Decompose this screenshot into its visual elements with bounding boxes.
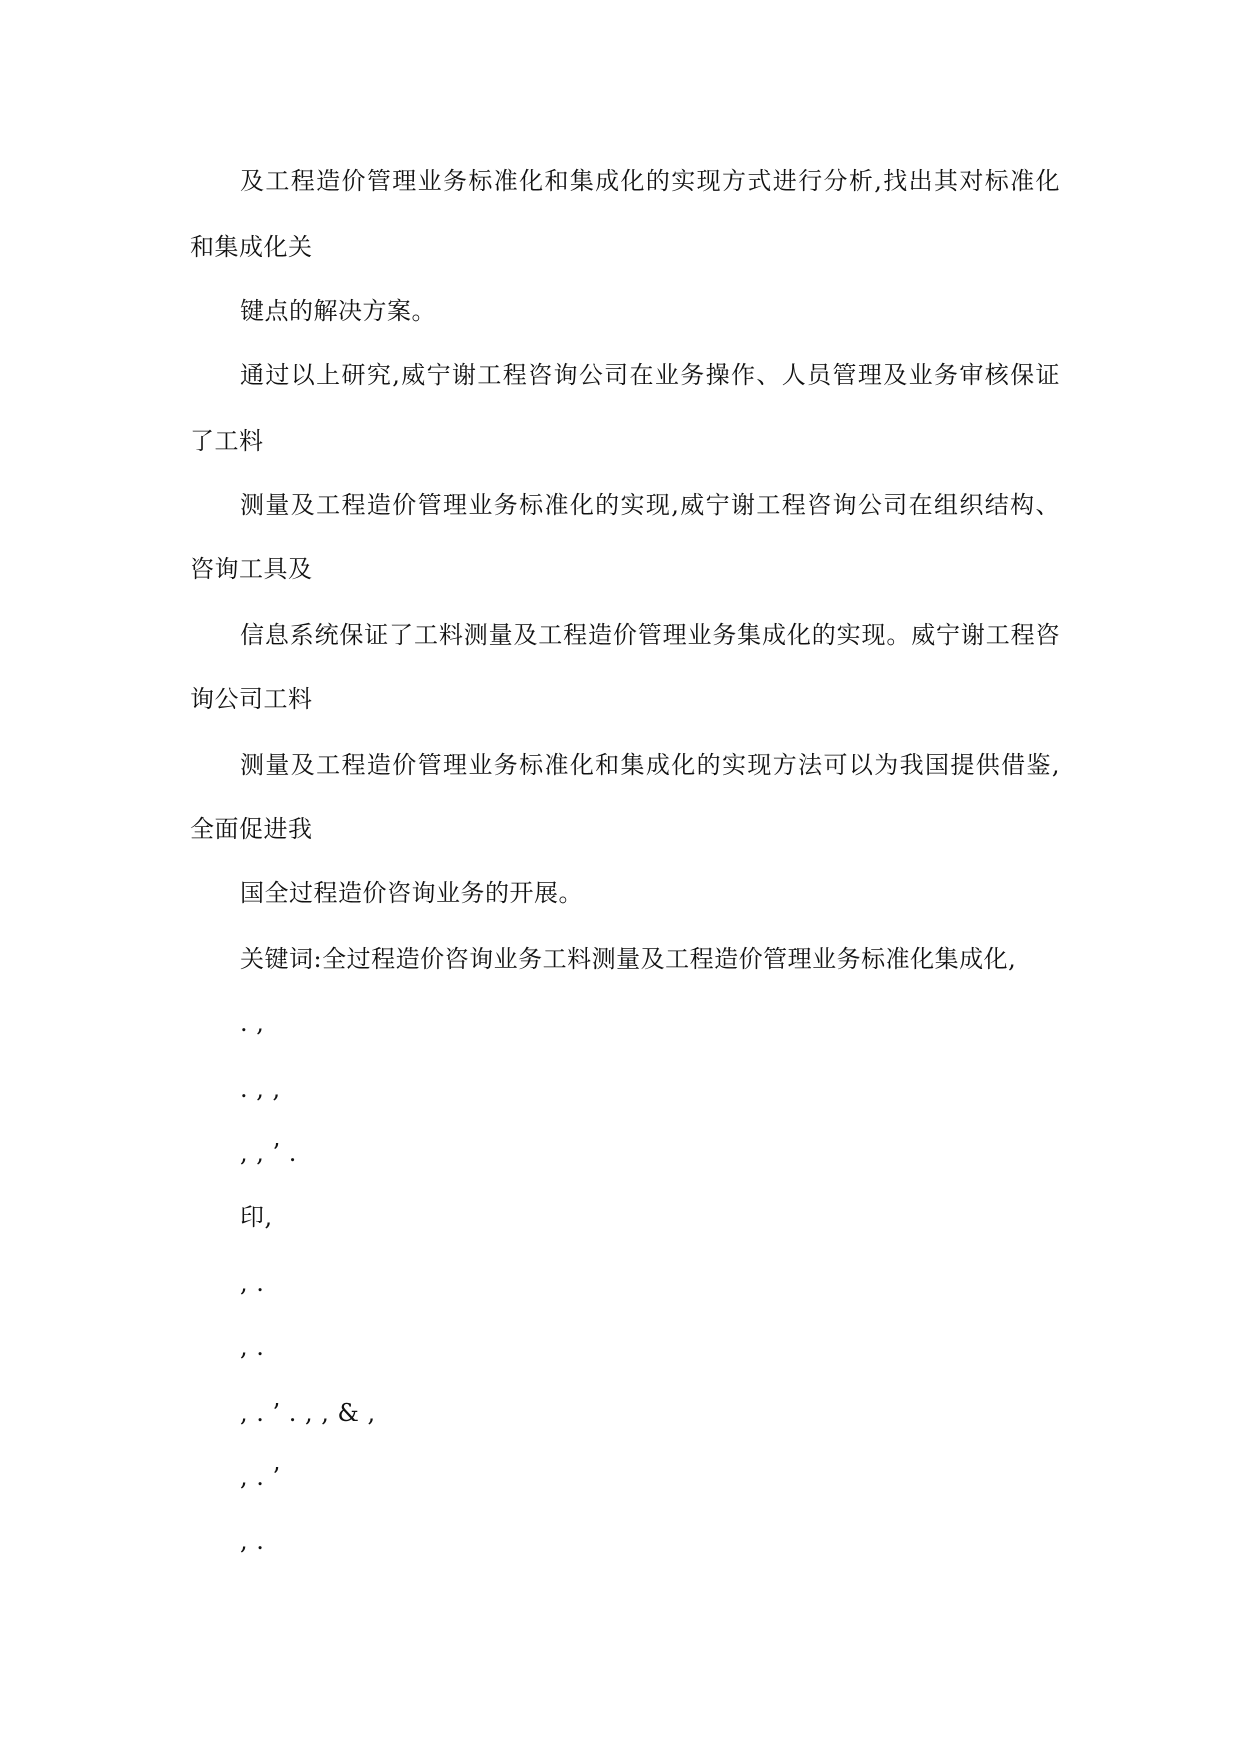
paragraph-line: 及工程造价管理业务标准化和集成化的实现方式进行分析,找出其对标准化: [240, 167, 1060, 195]
punctuation-line: . ,: [240, 1009, 265, 1037]
paragraph-line: 测量及工程造价管理业务标准化和集成化的实现方法可以为我国提供借鉴,: [240, 751, 1060, 779]
paragraph-line: 通过以上研究,威宁谢工程咨询公司在业务操作、人员管理及业务审核保证: [240, 361, 1060, 389]
punctuation-line: . , ,: [240, 1075, 281, 1103]
keywords-line: 关键词:全过程造价咨询业务工料测量及工程造价管理业务标准化集成化,: [240, 945, 1017, 973]
punctuation-line: , . ’: [240, 1463, 281, 1491]
paragraph-line: 测量及工程造价管理业务标准化的实现,威宁谢工程咨询公司在组织结构、: [240, 491, 1060, 519]
paragraph-line: 询公司工料: [190, 685, 313, 713]
punctuation-line: , , ’ .: [240, 1139, 297, 1167]
punctuation-line: 印,: [240, 1203, 273, 1231]
paragraph-line: 全面促进我: [190, 815, 313, 843]
punctuation-line: , . ’ . , , & ,: [240, 1399, 376, 1427]
paragraph-line: 和集成化关: [190, 233, 313, 261]
paragraph-line: 信息系统保证了工料测量及工程造价管理业务集成化的实现。威宁谢工程咨: [240, 621, 1060, 649]
punctuation-line: , .: [240, 1333, 265, 1361]
punctuation-line: , .: [240, 1269, 265, 1297]
punctuation-line: , .: [240, 1527, 265, 1555]
paragraph-line: 咨询工具及: [190, 555, 313, 583]
paragraph-line: 了工料: [190, 427, 264, 455]
paragraph-line: 键点的解决方案。: [240, 297, 436, 325]
paragraph-line: 国全过程造价咨询业务的开展。: [240, 879, 583, 907]
